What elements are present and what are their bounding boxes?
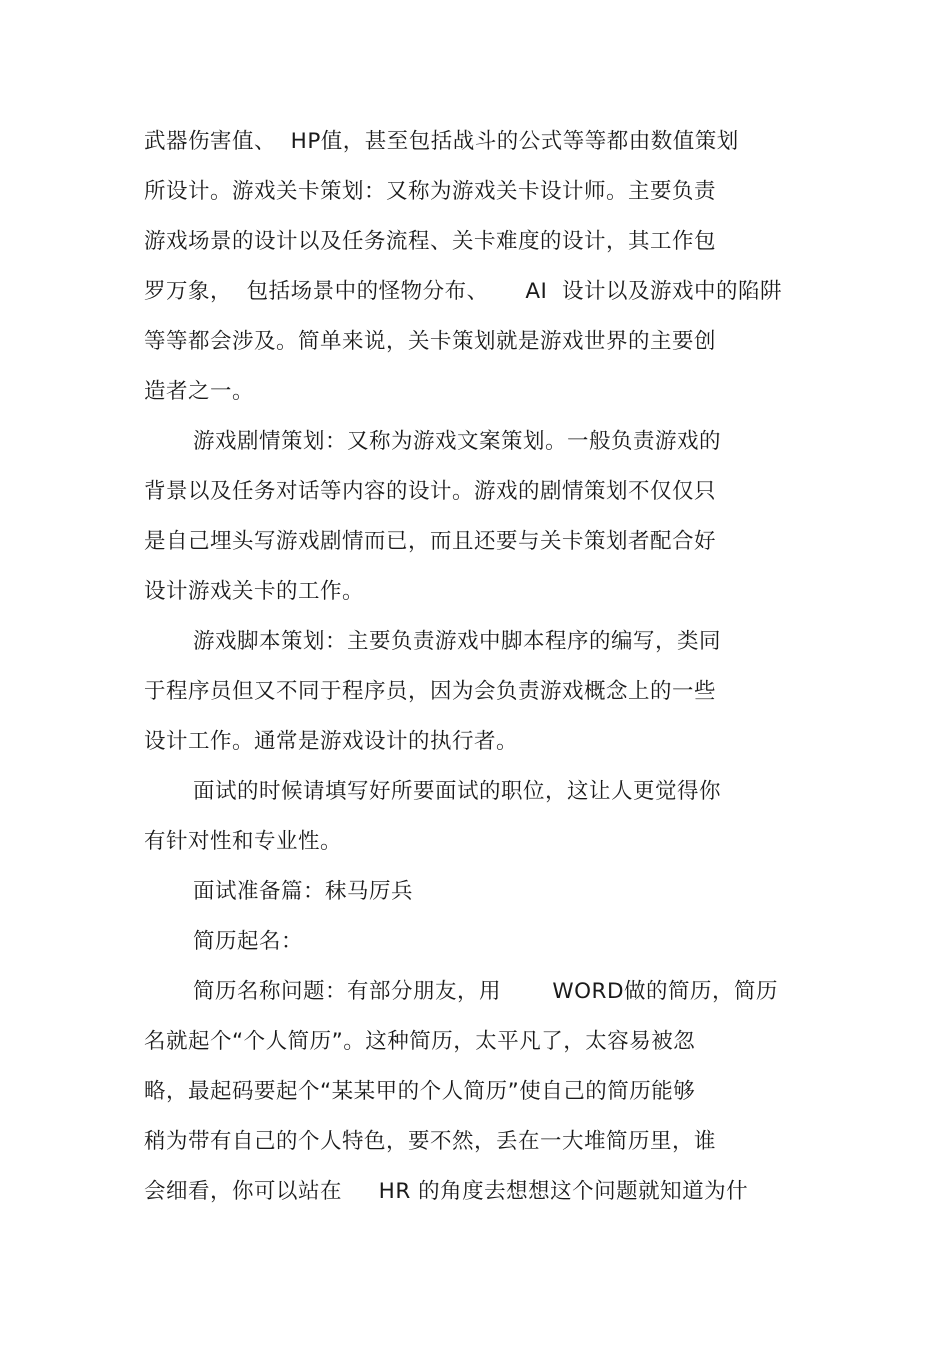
text-line: 等等都会涉及。简单来说，关卡策划就是游戏世界的主要创 <box>144 329 717 354</box>
paragraph-first-line: 面试的时候请填写好所要面试的职位，这让人更觉得你 <box>193 779 722 804</box>
text-line: 于程序员但又不同于程序员，因为会负责游戏概念上的一些 <box>144 679 717 704</box>
text-line: 设计游戏关卡的工作。 <box>144 579 365 604</box>
text-line: 造者之一。 <box>144 379 255 404</box>
text-line: 游戏场景的设计以及任务流程、关卡难度的设计，其工作包 <box>144 229 717 254</box>
text-line: 略，最起码要起个“某某甲的个人简历”使自己的简历能够 <box>144 1079 696 1104</box>
subsection-heading: 简历起名： <box>193 929 304 954</box>
text-line: 会细看，你可以站在 HR 的角度去想想这个问题就知道为什 <box>144 1179 749 1204</box>
paragraph-first-line: 游戏脚本策划：主要负责游戏中脚本程序的编写，类同 <box>193 629 722 654</box>
text-line: 是自己埋头写游戏剧情而已，而且还要与关卡策划者配合好 <box>144 529 717 554</box>
text-line: 名就起个“个人简历”。这种简历，太平凡了，太容易被忽 <box>144 1029 696 1054</box>
text-line: 武器伤害值、 HP值，甚至包括战斗的公式等等都由数值策划 <box>144 129 739 154</box>
text-line: 罗万象， 包括场景中的怪物分布、 AI 设计以及游戏中的陷阱 <box>144 279 783 304</box>
paragraph-first-line: 游戏剧情策划：又称为游戏文案策划。一般负责游戏的 <box>193 429 722 454</box>
text-line: 设计工作。通常是游戏设计的执行者。 <box>144 729 519 754</box>
paragraph-first-line: 简历名称问题：有部分朋友，用 WORD做的简历，简历 <box>193 979 779 1004</box>
text-line: 背景以及任务对话等内容的设计。游戏的剧情策划不仅仅只 <box>144 479 717 504</box>
section-heading: 面试准备篇：秣马厉兵 <box>193 879 414 904</box>
text-line: 稍为带有自己的个人特色，要不然，丢在一大堆简历里，谁 <box>144 1129 717 1154</box>
text-line: 有针对性和专业性。 <box>144 829 343 854</box>
text-line: 所设计。游戏关卡策划：又称为游戏关卡设计师。主要负责 <box>144 179 717 204</box>
